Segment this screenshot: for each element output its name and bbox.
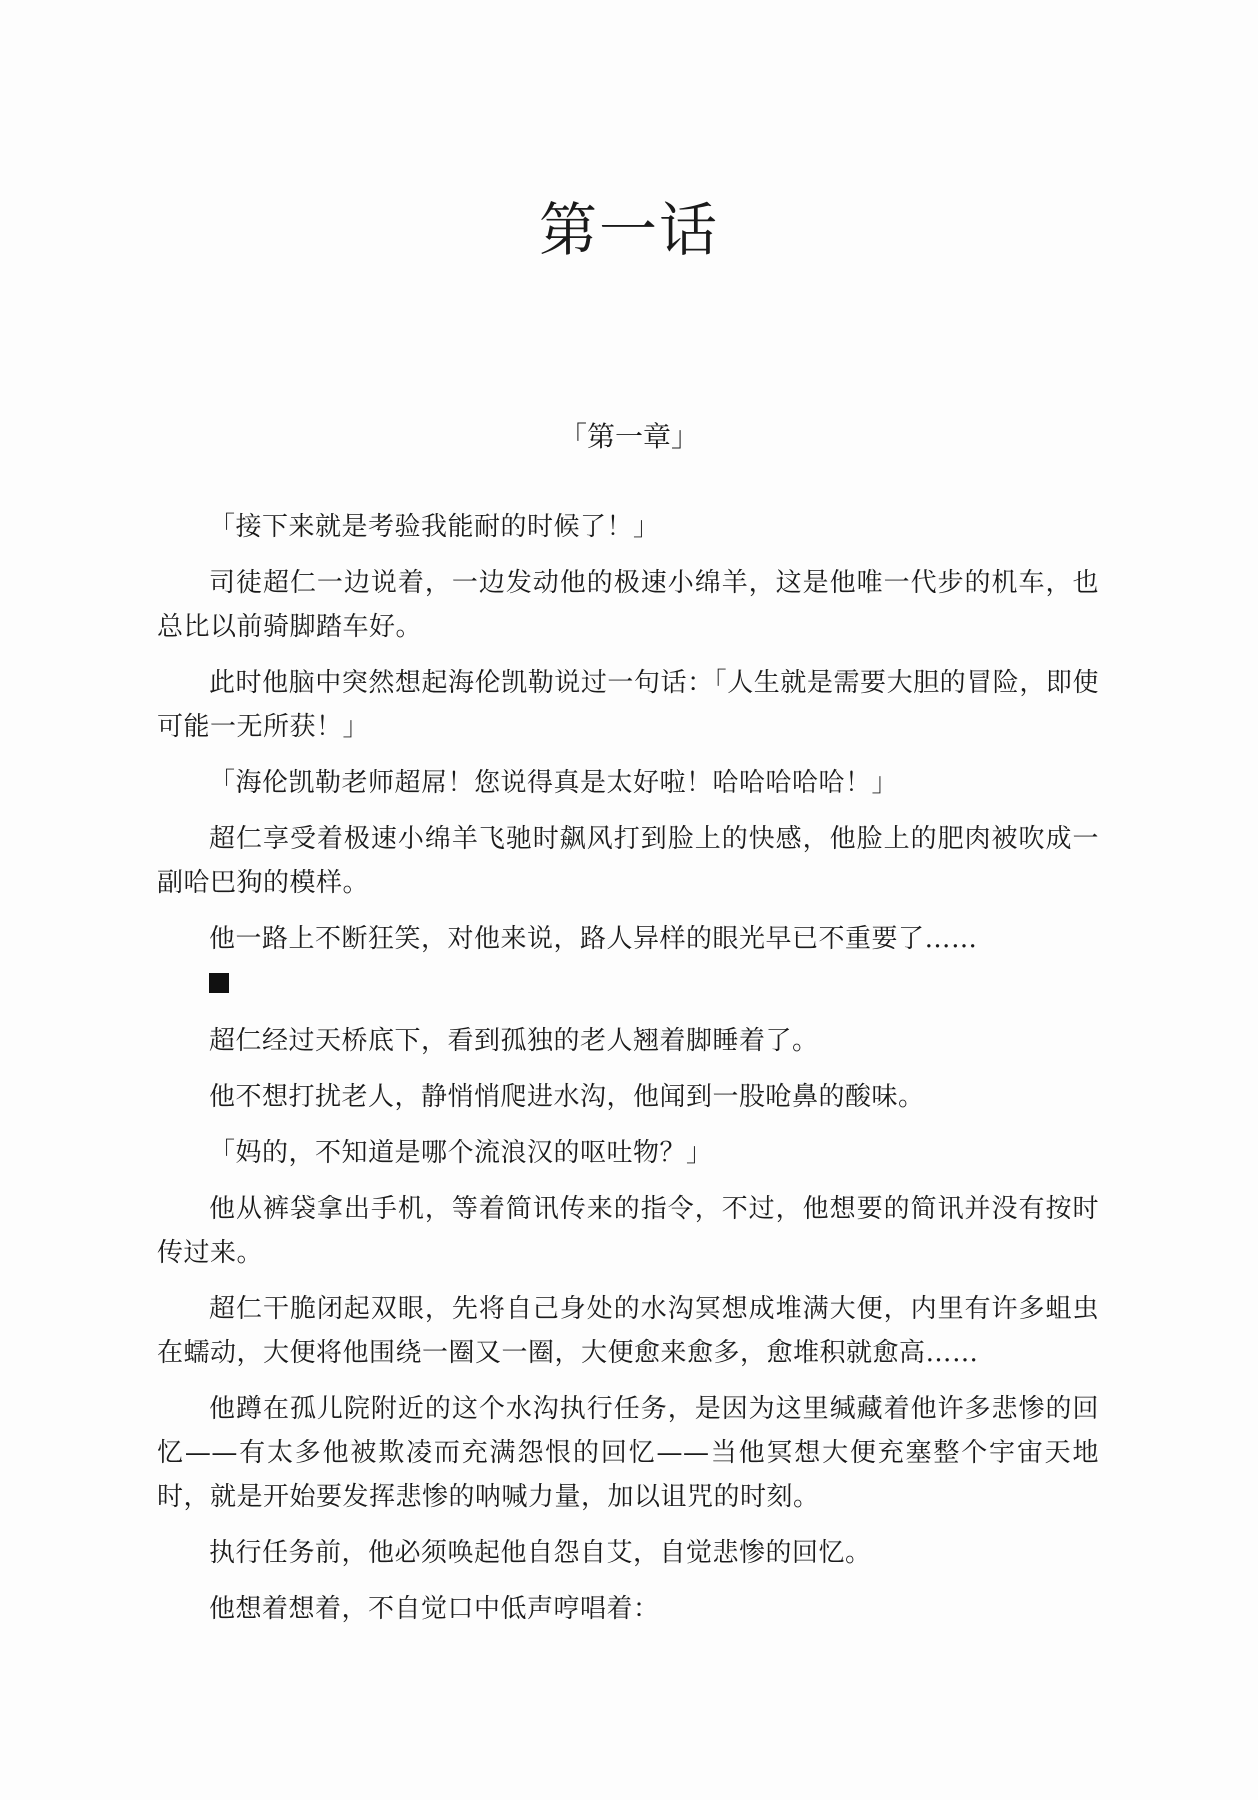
chapter-title: 第一话	[538, 196, 719, 264]
paragraph: 此时他脑中突然想起海伦凯勒说过一句话：「人生就是需要大胆的冒险，即使可能一无所获！」	[157, 668, 1099, 742]
paragraph: 「接下来就是考验我能耐的时候了！」	[209, 512, 660, 542]
section-title: 「第一章」	[558, 420, 699, 453]
paragraph: 「海伦凯勒老师超屌！您说得真是太好啦！哈哈哈哈哈！」	[209, 768, 899, 798]
paragraph: 司徒超仁一边说着，一边发动他的极速小绵羊，这是他唯一代步的机车，也总比以前骑脚踏车好。	[157, 568, 1099, 642]
body-text	[157, 505, 1099, 1643]
section-break-square-icon	[209, 973, 229, 993]
paragraph: 他一路上不断狂笑，对他来说，路人异样的眼光早已不重要了……	[209, 924, 978, 954]
paragraph: 「妈的，不知道是哪个流浪汉的呕吐物？」	[209, 1138, 713, 1168]
paragraph: 执行任务前，他必须唤起他自怨自艾，自觉悲惨的回忆。	[209, 1538, 872, 1568]
paragraph: 超仁享受着极速小绵羊飞驰时飙风打到脸上的快感，他脸上的肥肉被吹成一副哈巴狗的模样。	[157, 824, 1099, 898]
paragraph: 他想着想着，不自觉口中低声哼唱着：	[209, 1594, 660, 1624]
paragraph: 他不想打扰老人，静悄悄爬进水沟，他闻到一股呛鼻的酸味。	[209, 1082, 925, 1112]
paragraph: 超仁经过天桥底下，看到孤独的老人翘着脚睡着了。	[209, 1026, 819, 1056]
paragraph: 超仁干脆闭起双眼，先将自己身处的水沟冥想成堆满大便，内里有许多蛆虫在蠕动，大便将他围绕一圈又一圈，大便愈来愈多，愈堆积就愈高……	[157, 1294, 1099, 1368]
paragraph: 他从裤袋拿出手机，等着简讯传来的指令，不过，他想要的简讯并没有按时传过来。	[157, 1194, 1099, 1268]
paragraph: 他蹲在孤儿院附近的这个水沟执行任务，是因为这里缄藏着他许多悲惨的回忆——有太多他被欺凌而充满怨恨的回忆——当他冥想大便充塞整个宇宙天地时，就是开始要发挥悲惨的呐喊力量，加以诅咒的时刻。	[157, 1394, 1099, 1512]
